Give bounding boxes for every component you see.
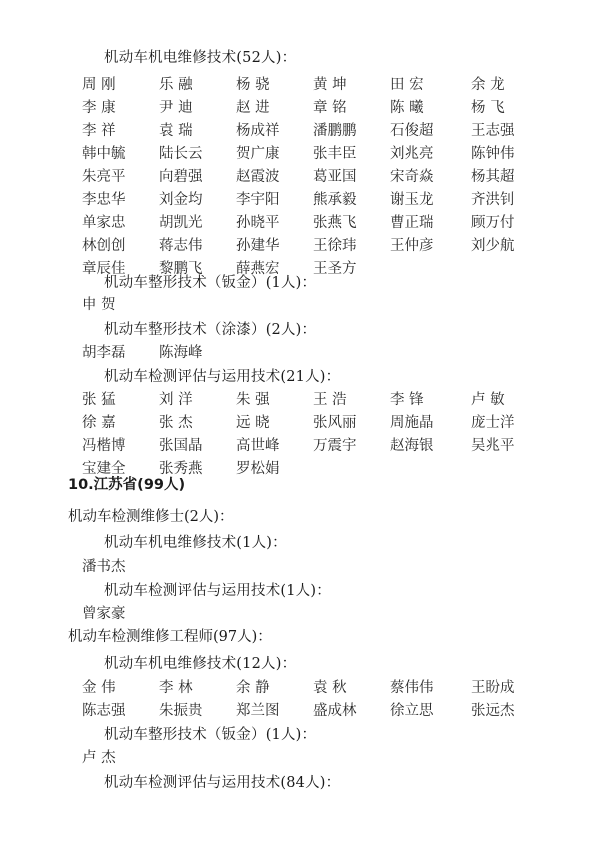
person-name: 乐 融 xyxy=(159,77,193,93)
person-name: 王志强 xyxy=(471,123,515,139)
section-heading: 机动车整形技术（钣金）(1人)： xyxy=(104,727,317,743)
person-name: 余 静 xyxy=(236,680,270,696)
person-name: 宋奇焱 xyxy=(390,169,434,185)
person-name: 韩中毓 xyxy=(82,146,126,162)
person-name: 朱亮平 xyxy=(82,169,126,185)
person-name: 王 浩 xyxy=(313,392,347,408)
person-name: 尹 迪 xyxy=(159,100,193,116)
person-name: 林创创 xyxy=(82,238,126,254)
person-name: 王圣方 xyxy=(313,261,357,277)
person-name: 章辰佳 xyxy=(82,261,126,277)
person-name: 郑兰图 xyxy=(236,703,280,719)
person-name: 朱 强 xyxy=(236,392,270,408)
person-name: 余 龙 xyxy=(471,77,505,93)
person-name: 潘书杰 xyxy=(82,559,126,575)
person-name: 赵霞波 xyxy=(236,169,280,185)
person-name: 陆长云 xyxy=(159,146,203,162)
person-name: 贺广康 xyxy=(236,146,280,162)
person-name: 李 康 xyxy=(82,100,116,116)
person-name: 王徐玮 xyxy=(313,238,357,254)
person-name: 向碧强 xyxy=(159,169,203,185)
person-name: 李 林 xyxy=(159,680,193,696)
person-name: 刘兆亮 xyxy=(390,146,434,162)
person-name: 潘鹏鹏 xyxy=(313,123,357,139)
person-name: 陈海峰 xyxy=(159,345,203,361)
person-name: 张国晶 xyxy=(159,438,203,454)
person-name: 黎鹏飞 xyxy=(159,261,203,277)
person-name: 周施晶 xyxy=(390,415,434,431)
person-name: 张秀燕 xyxy=(159,461,203,477)
section-heading: 机动车整形技术（钣金）(1人)： xyxy=(104,275,317,291)
person-name: 罗松娟 xyxy=(236,461,280,477)
section-heading: 机动车检测评估与运用技术(84人)： xyxy=(104,775,341,791)
category-heading: 机动车检测维修士(2人)： xyxy=(68,509,234,525)
person-name: 杨 飞 xyxy=(471,100,505,116)
person-name: 赵 进 xyxy=(236,100,270,116)
person-name: 刘 洋 xyxy=(159,392,193,408)
person-name: 庞士洋 xyxy=(471,415,515,431)
person-name: 章 铭 xyxy=(313,100,347,116)
person-name: 熊承毅 xyxy=(313,192,357,208)
person-name: 申 贺 xyxy=(82,297,116,313)
person-name: 张燕飞 xyxy=(313,215,357,231)
person-name: 葛亚国 xyxy=(313,169,357,185)
person-name: 李忠华 xyxy=(82,192,126,208)
person-name: 单家忠 xyxy=(82,215,126,231)
person-name: 冯楷博 xyxy=(82,438,126,454)
person-name: 张风丽 xyxy=(313,415,357,431)
person-name: 张丰臣 xyxy=(313,146,357,162)
person-name: 卢 敏 xyxy=(471,392,505,408)
person-name: 万震宇 xyxy=(313,438,357,454)
person-name: 李宇阳 xyxy=(236,192,280,208)
province-heading: 10.江苏省(99人) xyxy=(68,477,186,493)
person-name: 黄 坤 xyxy=(313,77,347,93)
section-heading: 机动车检测评估与运用技术(1人)： xyxy=(104,583,331,599)
person-name: 谢玉龙 xyxy=(390,192,434,208)
person-name: 赵海银 xyxy=(390,438,434,454)
person-name: 王仲彦 xyxy=(390,238,434,254)
category-heading: 机动车检测维修工程师(97人)： xyxy=(68,629,272,645)
section-heading: 机动车整形技术（涂漆）(2人)： xyxy=(104,322,317,338)
person-name: 徐立思 xyxy=(390,703,434,719)
person-name: 胡李磊 xyxy=(82,345,126,361)
person-name: 顾万付 xyxy=(471,215,515,231)
person-name: 杨其超 xyxy=(471,169,515,185)
person-name: 胡凯光 xyxy=(159,215,203,231)
person-name: 刘金均 xyxy=(159,192,203,208)
person-name: 薛燕宏 xyxy=(236,261,280,277)
person-name: 袁 秋 xyxy=(313,680,347,696)
section-heading: 机动车机电维修技术(1人)： xyxy=(104,535,287,551)
person-name: 石俊超 xyxy=(390,123,434,139)
section-heading: 机动车机电维修技术(12人)： xyxy=(104,656,297,672)
person-name: 吴兆平 xyxy=(471,438,515,454)
person-name: 陈 曦 xyxy=(390,100,424,116)
person-name: 徐 嘉 xyxy=(82,415,116,431)
person-name: 远 晓 xyxy=(236,415,270,431)
person-name: 孙建华 xyxy=(236,238,280,254)
person-name: 杨 骁 xyxy=(236,77,270,93)
person-name: 盛成林 xyxy=(313,703,357,719)
section-heading: 机动车机电维修技术(52人)： xyxy=(104,50,297,66)
person-name: 田 宏 xyxy=(390,77,424,93)
person-name: 周 刚 xyxy=(82,77,116,93)
person-name: 朱振贵 xyxy=(159,703,203,719)
person-name: 李 祥 xyxy=(82,123,116,139)
person-name: 金 伟 xyxy=(82,680,116,696)
person-name: 宝建全 xyxy=(82,461,126,477)
person-name: 张 猛 xyxy=(82,392,116,408)
person-name: 孙晓平 xyxy=(236,215,280,231)
person-name: 卢 杰 xyxy=(82,750,116,766)
person-name: 曾家豪 xyxy=(82,606,126,622)
person-name: 刘少航 xyxy=(471,238,515,254)
person-name: 曹正瑞 xyxy=(390,215,434,231)
person-name: 张远杰 xyxy=(471,703,515,719)
person-name: 张 杰 xyxy=(159,415,193,431)
section-heading: 机动车检测评估与运用技术(21人)： xyxy=(104,369,341,385)
person-name: 李 锋 xyxy=(390,392,424,408)
person-name: 袁 瑞 xyxy=(159,123,193,139)
person-name: 高世峰 xyxy=(236,438,280,454)
person-name: 王盼成 xyxy=(471,680,515,696)
person-name: 陈志强 xyxy=(82,703,126,719)
person-name: 杨成祥 xyxy=(236,123,280,139)
person-name: 陈钟伟 xyxy=(471,146,515,162)
person-name: 蒋志伟 xyxy=(159,238,203,254)
person-name: 齐洪钊 xyxy=(471,192,515,208)
person-name: 蔡伟伟 xyxy=(390,680,434,696)
